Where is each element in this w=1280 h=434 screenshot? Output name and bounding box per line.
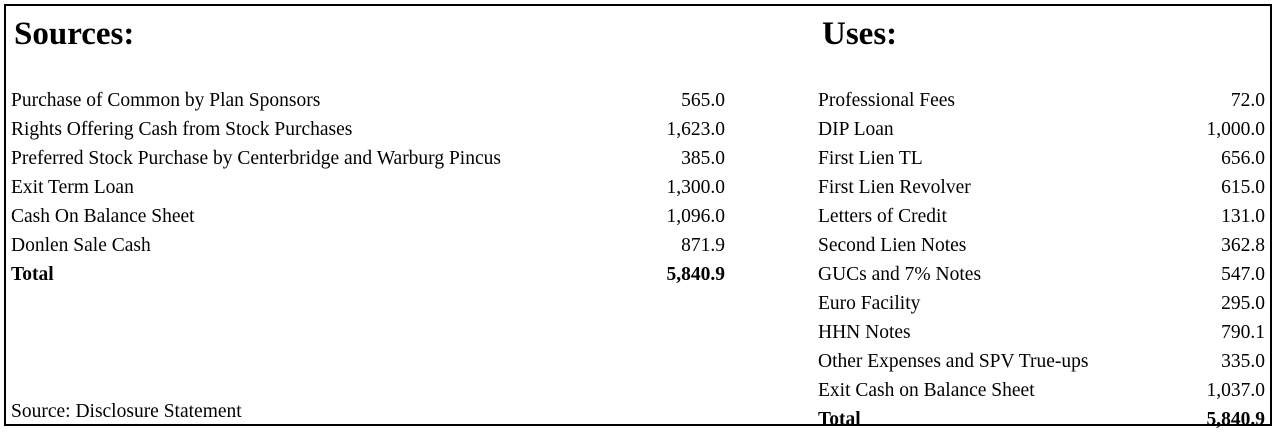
uses-label: Letters of Credit	[818, 206, 947, 227]
sources-row	[11, 173, 725, 202]
uses-row	[818, 173, 1265, 202]
uses-value: 131.0	[1221, 206, 1265, 227]
uses-row	[818, 347, 1265, 376]
sources-heading: Sources:	[14, 16, 135, 52]
uses-label: First Lien TL	[818, 148, 923, 169]
uses-value: 1,000.0	[1206, 119, 1265, 140]
sources-row	[11, 144, 725, 173]
sources-total-row	[11, 260, 725, 289]
uses-value: 335.0	[1221, 351, 1265, 372]
uses-total-label: Total	[818, 409, 861, 430]
sources-total-label: Total	[11, 264, 54, 285]
uses-value: 72.0	[1230, 90, 1265, 111]
sources-value: 385.0	[681, 148, 725, 169]
uses-value: 615.0	[1221, 177, 1265, 198]
uses-heading: Uses:	[822, 16, 898, 52]
uses-row	[818, 115, 1265, 144]
uses-label: First Lien Revolver	[818, 177, 971, 198]
sources-total-value: 5,840.9	[666, 264, 725, 285]
uses-label: GUCs and 7% Notes	[818, 264, 982, 285]
uses-total-value: 5,840.9	[1206, 409, 1265, 430]
uses-label: HHN Notes	[818, 322, 911, 343]
uses-value: 547.0	[1221, 264, 1265, 285]
sources-label: Preferred Stock Purchase by Centerbridge and Warburg Pincus	[11, 148, 501, 169]
uses-label: Second Lien Notes	[818, 235, 967, 256]
uses-label: Other Expenses and SPV True-ups	[818, 351, 1089, 372]
uses-value: 656.0	[1221, 148, 1265, 169]
source-footnote: Source: Disclosure Statement	[11, 401, 242, 422]
uses-row	[818, 318, 1265, 347]
uses-row	[818, 260, 1265, 289]
sources-row	[11, 231, 725, 260]
sources-label: Purchase of Common by Plan Sponsors	[11, 90, 321, 111]
sources-value: 1,096.0	[666, 206, 725, 227]
sources-value: 565.0	[681, 90, 725, 111]
sources-uses-table	[4, 4, 1272, 430]
uses-value: 362.8	[1221, 235, 1265, 256]
sources-label: Cash On Balance Sheet	[11, 206, 195, 227]
uses-total-row	[818, 405, 1265, 434]
uses-row	[818, 144, 1265, 173]
uses-row	[818, 86, 1265, 115]
uses-label: Euro Facility	[818, 293, 921, 314]
sources-value: 1,623.0	[666, 119, 725, 140]
uses-row	[818, 231, 1265, 260]
sources-row	[11, 115, 725, 144]
sources-row	[11, 86, 725, 115]
uses-value: 1,037.0	[1206, 380, 1265, 401]
sources-value: 871.9	[681, 235, 725, 256]
uses-row	[818, 202, 1265, 231]
sources-label: Rights Offering Cash from Stock Purchases	[11, 119, 353, 140]
uses-label: Exit Cash on Balance Sheet	[818, 380, 1035, 401]
uses-row	[818, 376, 1265, 405]
uses-label: Professional Fees	[818, 90, 956, 111]
uses-row	[818, 289, 1265, 318]
sources-label: Donlen Sale Cash	[11, 235, 151, 256]
sources-row	[11, 202, 725, 231]
uses-value: 295.0	[1221, 293, 1265, 314]
uses-value: 790.1	[1221, 322, 1265, 343]
sources-label: Exit Term Loan	[11, 177, 134, 198]
sources-value: 1,300.0	[666, 177, 725, 198]
uses-label: DIP Loan	[818, 119, 894, 140]
